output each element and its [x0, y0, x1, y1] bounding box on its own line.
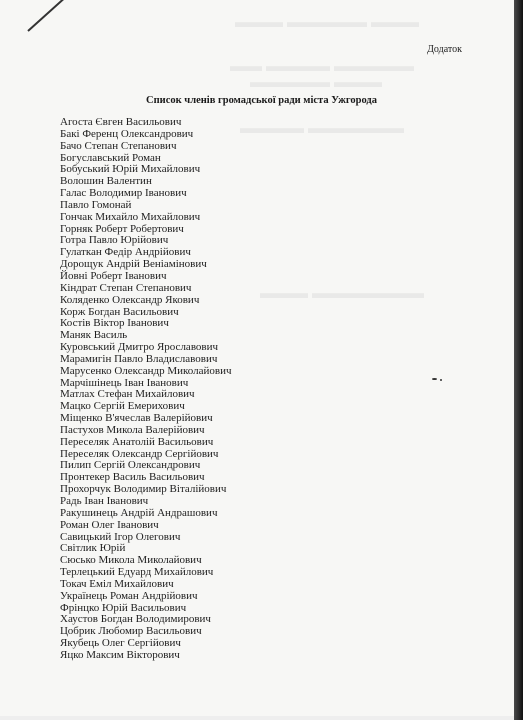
member-name: Терлецький Едуард Михайлович: [60, 566, 214, 579]
member-name: Бачо Степан Степанович: [60, 139, 177, 152]
document-title: Список членів громадської ради міста Ужгорода: [146, 95, 377, 106]
pen-stroke-mark: [27, 0, 80, 32]
member-name: Ракушинець Андрій Андрашович: [60, 506, 218, 519]
member-name: Роман Олег Іванович: [60, 518, 159, 531]
member-name: Сюсько Микола Миколайович: [60, 554, 202, 567]
member-name: Агоста Євген Васильович: [60, 116, 182, 128]
member-name: Фрінцко Юрій Васильович: [60, 601, 187, 614]
member-name: Марусенко Олександр Миколайович: [60, 364, 232, 377]
member-name: Корж Богдан Васильович: [60, 305, 179, 318]
appendix-label: Додаток: [427, 44, 462, 55]
member-name: Готра Павло Юрійович: [60, 234, 169, 247]
member-name: Марамигін Павло Владиславович: [60, 352, 218, 365]
member-name: Пилип Сергій Олександрович: [60, 459, 201, 472]
member-name: Переселяк Олександр Сергійович: [60, 447, 219, 460]
member-name: Куровський Дмитро Ярославович: [60, 341, 219, 354]
member-name: Кіндрат Степан Степанович: [60, 281, 192, 294]
member-name: Волошин Валентин: [60, 175, 152, 188]
member-name: Світлик Юрій: [60, 542, 126, 555]
member-name: Павло Гомонай: [60, 198, 132, 211]
member-name: Колядeнко Олександр Якович: [60, 293, 200, 306]
member-name: Горняк Роберт Робертович: [60, 222, 184, 235]
member-name: Прохорчук Володимир Віталійович: [60, 483, 227, 496]
member-name: Цобрик Любомир Васильович: [60, 625, 202, 638]
member-name: Якубець Олег Сергійович: [60, 637, 181, 650]
member-name: Міщенко В'ячеслав Валерійович: [60, 412, 213, 425]
member-name: Марчішінець Іван Іванович: [60, 376, 189, 389]
member-name: Галас Володимир Іванович: [60, 187, 187, 200]
member-name: Українець Роман Андрійович: [60, 589, 198, 602]
bleed-through: ▬▬ ▬▬▬▬ ▬▬▬▬▬: [230, 58, 414, 75]
members-list: [60, 117, 232, 662]
scan-edge-shadow: [514, 0, 523, 720]
bleed-through: ▬▬▬▬ ▬▬▬▬▬▬: [240, 120, 404, 137]
member-name: Йовні Роберт Іванович: [60, 269, 167, 282]
bleed-through: ▬▬▬▬▬ ▬▬▬: [250, 74, 382, 91]
member-name: Костів Віктор Іванович: [60, 317, 169, 330]
ink-speck: [432, 378, 437, 380]
ink-speck: [440, 379, 442, 381]
member-name: Богуславський Роман: [60, 151, 161, 164]
member-name: Савицький Ігор Олегович: [60, 530, 181, 543]
member-name: Яцко Максим Вікторович: [60, 648, 180, 661]
member-name: Мацко Сергій Емерихович: [60, 400, 185, 413]
member-name: Маняк Василь: [60, 329, 128, 342]
member-name: Радь Іван Іванович: [60, 495, 149, 507]
member-name: Матлах Стефан Михайлович: [60, 388, 195, 401]
member-name: Хаустов Богдан Володимирович: [60, 613, 211, 626]
bleed-through: ▬▬▬ ▬▬▬▬▬▬▬: [260, 285, 424, 302]
member-name: Дорощук Андрій Веніамінович: [60, 258, 207, 271]
member-name: Переселяк Анатолій Васильович: [60, 435, 214, 448]
member-name: Бакі Ференц Олександрович: [60, 127, 194, 140]
member-name: Гончак Михайло Михайлович: [60, 210, 201, 223]
member-name: Пронтекер Василь Васильович: [60, 471, 205, 484]
member-name: Пастухов Микола Валерійович: [60, 423, 205, 436]
member-name: Гулаткан Федір Андрійович: [60, 246, 191, 259]
member-name: Бобуський Юрій Михайлович: [60, 163, 201, 176]
member-name: Токач Еміл Михайлович: [60, 577, 174, 590]
bleed-through: ▬▬▬ ▬▬▬▬▬ ▬▬▬: [235, 14, 419, 31]
